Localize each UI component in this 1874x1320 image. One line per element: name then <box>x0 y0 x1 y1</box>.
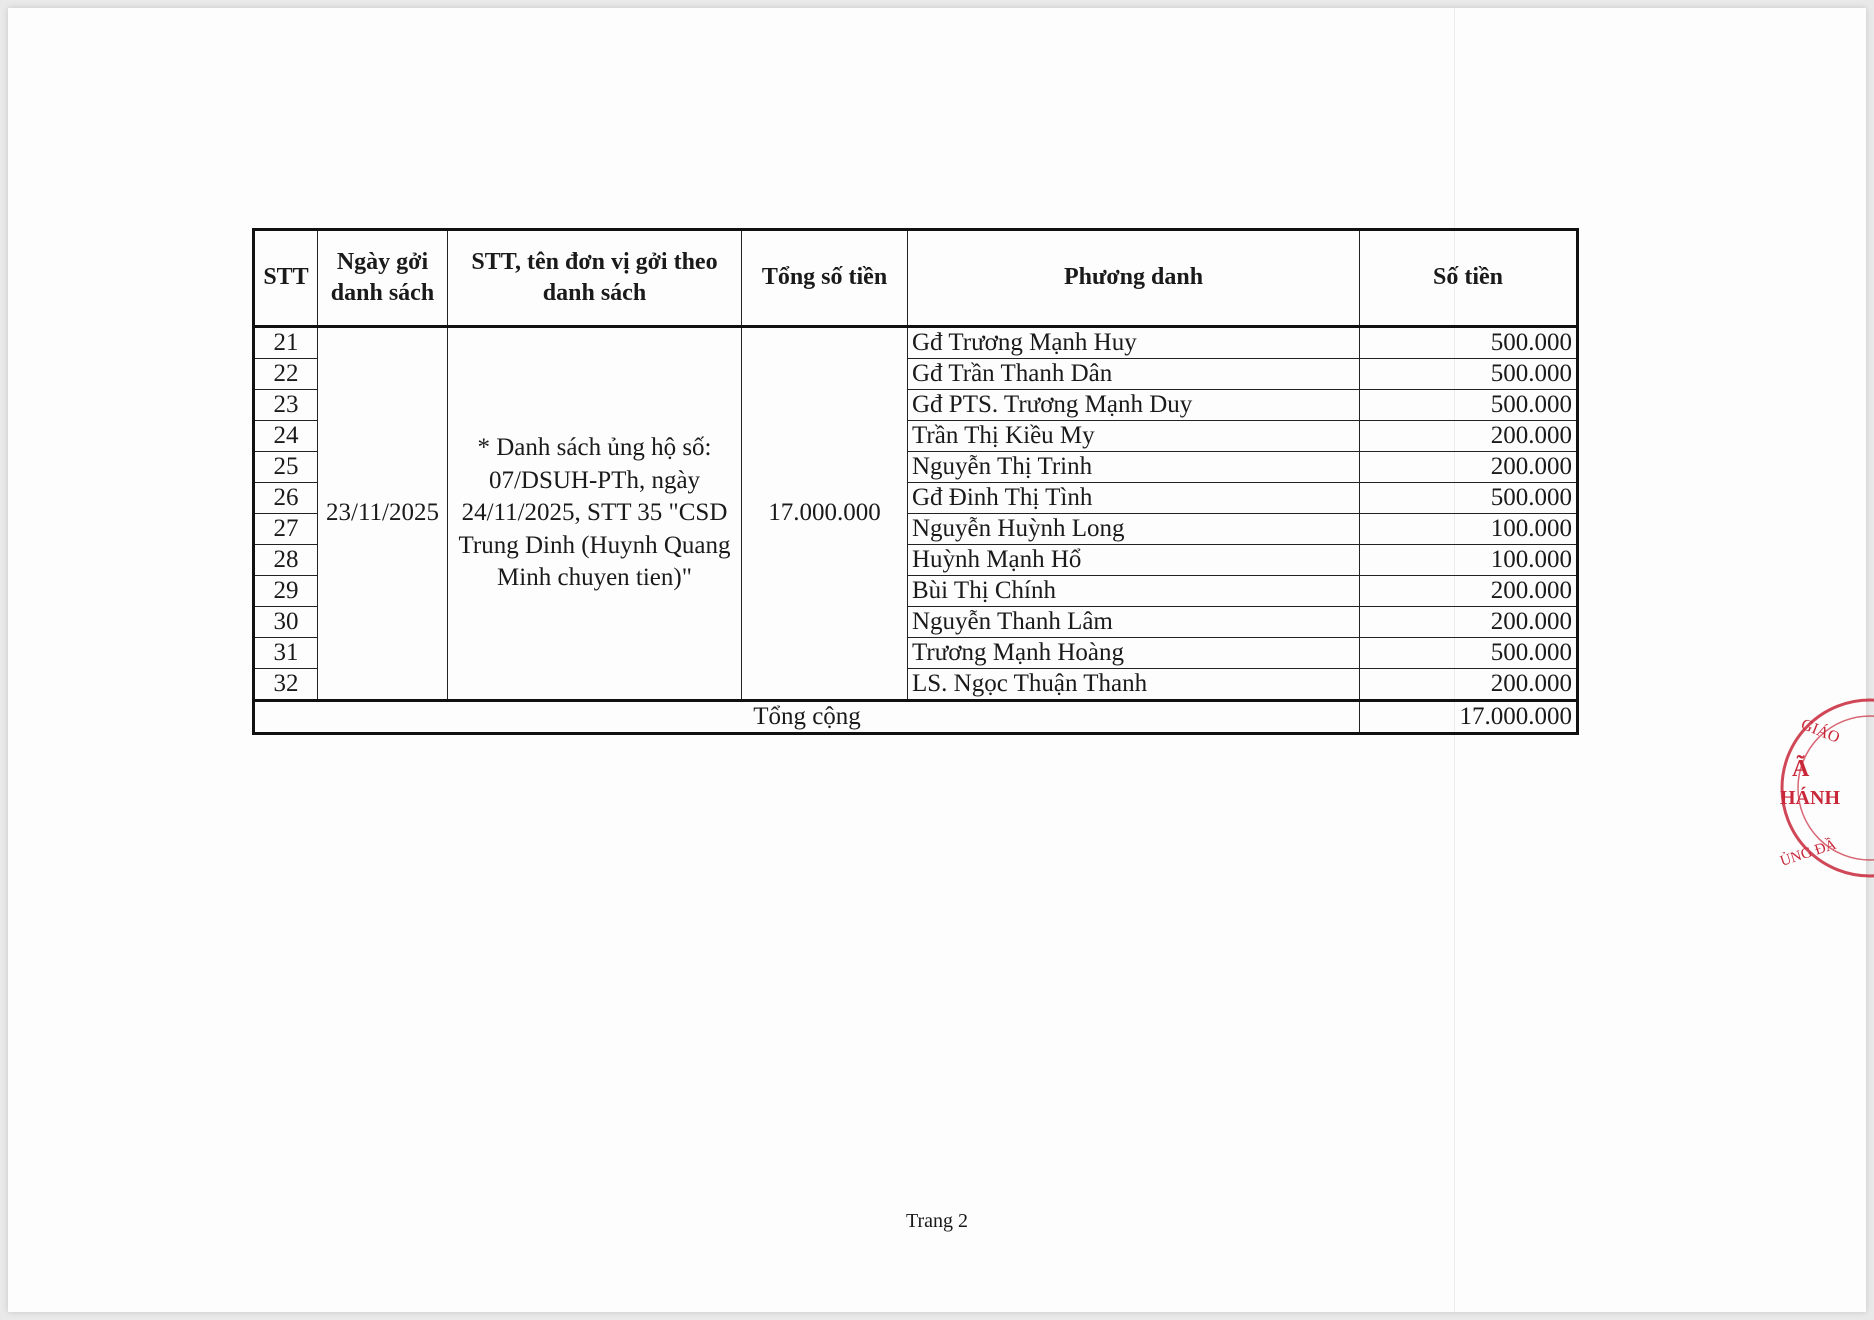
donation-table <box>252 228 1579 735</box>
row-stt: 32 <box>254 669 318 701</box>
donor-name: Gđ Trương Mạnh Huy <box>908 327 1360 359</box>
svg-text:ỦNG ĐẦ: ỦNG ĐẦ <box>1778 836 1839 870</box>
donation-amount: 200.000 <box>1360 576 1578 607</box>
donor-name: LS. Ngọc Thuận Thanh <box>908 669 1360 701</box>
svg-text:HÁNH: HÁNH <box>1780 787 1840 809</box>
svg-text:Ã: Ã <box>1792 756 1810 782</box>
donation-amount: 500.000 <box>1360 359 1578 390</box>
donation-amount: 200.000 <box>1360 452 1578 483</box>
red-seal-stamp <box>1770 686 1874 896</box>
donor-name: Bùi Thị Chính <box>908 576 1360 607</box>
row-stt: 30 <box>254 607 318 638</box>
donation-amount: 100.000 <box>1360 514 1578 545</box>
donor-name: Nguyễn Thị Trinh <box>908 452 1360 483</box>
header-unit: STT, tên đơn vị gởi theo danh sách <box>448 230 742 327</box>
row-stt: 25 <box>254 452 318 483</box>
total-row <box>254 701 1578 734</box>
donor-name: Huỳnh Mạnh Hổ <box>908 545 1360 576</box>
donation-amount: 100.000 <box>1360 545 1578 576</box>
donation-amount: 500.000 <box>1360 327 1578 359</box>
header-name: Phương danh <box>908 230 1360 327</box>
row-stt: 24 <box>254 421 318 452</box>
donation-amount: 200.000 <box>1360 669 1578 701</box>
row-stt: 28 <box>254 545 318 576</box>
row-stt: 22 <box>254 359 318 390</box>
donor-name: Nguyễn Huỳnh Long <box>908 514 1360 545</box>
donor-name: Trần Thị Kiều My <box>908 421 1360 452</box>
row-stt: 23 <box>254 390 318 421</box>
grand-total-amount: 17.000.000 <box>1360 701 1578 734</box>
header-total: Tổng số tiền <box>742 230 908 327</box>
header-stt: STT <box>254 230 318 327</box>
group-total-cell: 17.000.000 <box>742 327 908 701</box>
row-stt: 29 <box>254 576 318 607</box>
row-stt: 21 <box>254 327 318 359</box>
table-header-row <box>254 230 1578 327</box>
page-number: Trang 2 <box>905 1210 969 1232</box>
row-stt: 26 <box>254 483 318 514</box>
donation-amount: 500.000 <box>1360 390 1578 421</box>
svg-text:GIÁO: GIÁO <box>1798 715 1842 747</box>
donor-name: Trương Mạnh Hoàng <box>908 638 1360 669</box>
donation-amount: 200.000 <box>1360 421 1578 452</box>
donor-name: Gđ Trần Thanh Dân <box>908 359 1360 390</box>
donor-name: Nguyễn Thanh Lâm <box>908 607 1360 638</box>
header-date: Ngày gởi danh sách <box>318 230 448 327</box>
donation-amount: 500.000 <box>1360 638 1578 669</box>
total-label: Tổng cộng <box>254 701 1360 734</box>
donor-name: Gđ PTS. Trương Mạnh Duy <box>908 390 1360 421</box>
row-stt: 27 <box>254 514 318 545</box>
donation-amount: 200.000 <box>1360 607 1578 638</box>
donation-amount: 500.000 <box>1360 483 1578 514</box>
header-amount: Số tiền <box>1360 230 1578 327</box>
sending-unit-cell: * Danh sách ủng hộ số: 07/DSUH-PTh, ngày 24/11/2025, STT 35 "CSD Trung Dinh (Huynh Quang Minh chuyen tien)" <box>448 327 742 701</box>
table-row <box>254 327 1578 359</box>
send-date-cell: 23/11/2025 <box>318 327 448 701</box>
donor-name: Gđ Đinh Thị Tình <box>908 483 1360 514</box>
row-stt: 31 <box>254 638 318 669</box>
